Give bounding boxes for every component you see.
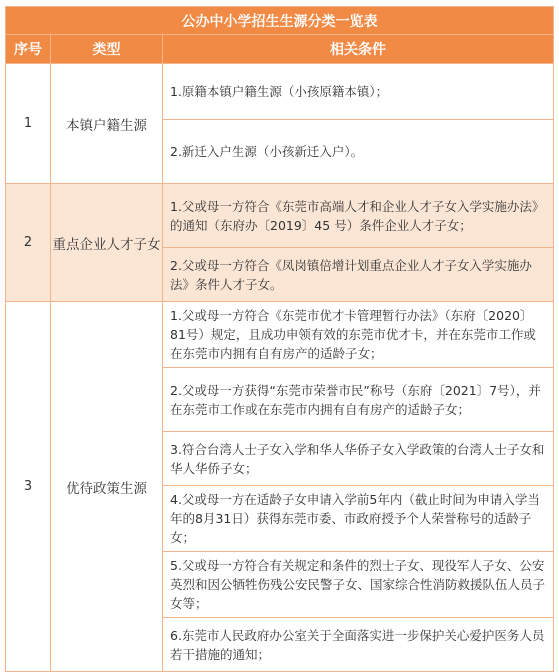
row-type: 优待政策生源 [51,302,163,672]
condition-cell: 4.父或母一方在适龄子女申请入学前5年内（截止时间为申请入学当年的8月31日）获得东莞市委、市政府授予个人荣誉称号的适龄子女； [163,486,554,552]
row-number: 2 [6,184,51,302]
condition-cell: 1.父或母一方符合《东莞市高端人才和企业人才子女入学实施办法》的通知（东府办〔2019〕45 号）条件企业人才子女； [163,184,554,248]
table-title: 公办中小学招生生源分类一览表 [6,7,554,35]
condition-cell: 1.父或母一方符合《东莞市优才卡管理暂行办法》（东府〔2020〕81号）规定，且成功申领有效的东莞市优才卡，并在东莞市工作或在东莞市内拥有自有房产的适龄子女； [163,302,554,368]
table-row [6,64,554,120]
header-conditions: 相关条件 [163,35,554,64]
condition-cell: 2.新迁入户生源（小孩新迁入户）。 [163,120,554,184]
condition-cell: 2.父或母一方符合《凤岗镇倍增计划重点企业人才子女入学实施办法》条件人才子女。 [163,248,554,302]
table-row [6,184,554,248]
header-type: 类型 [51,35,163,64]
row-type: 重点企业人才子女 [51,184,163,302]
row-number: 1 [6,64,51,184]
condition-cell: 5.父或母一方符合有关规定和条件的烈士子女、现役军人子女、公安英烈和因公牺牲伤残公安民警子女、国家综合性消防救援队伍人员子女等； [163,552,554,618]
condition-cell: 2.父或母一方获得“东莞市荣誉市民”称号（东府〔2021〕7号），并在东莞市工作或在东莞市内拥有自有房产的适龄子女； [163,368,554,432]
condition-cell: 6.东莞市人民政府办公室关于全面落实进一步保护关心爱护医务人员若干措施的通知； [163,618,554,672]
row-type: 本镇户籍生源 [51,64,163,184]
condition-cell: 1.原籍本镇户籍生源（小孩原籍本镇）； [163,64,554,120]
condition-cell: 3.符合台湾人士子女入学和华人华侨子女入学政策的台湾人士子女和华人华侨子女； [163,432,554,486]
enrollment-table [5,6,554,672]
table-row [6,302,554,368]
row-number: 3 [6,302,51,672]
header-no: 序号 [6,35,51,64]
